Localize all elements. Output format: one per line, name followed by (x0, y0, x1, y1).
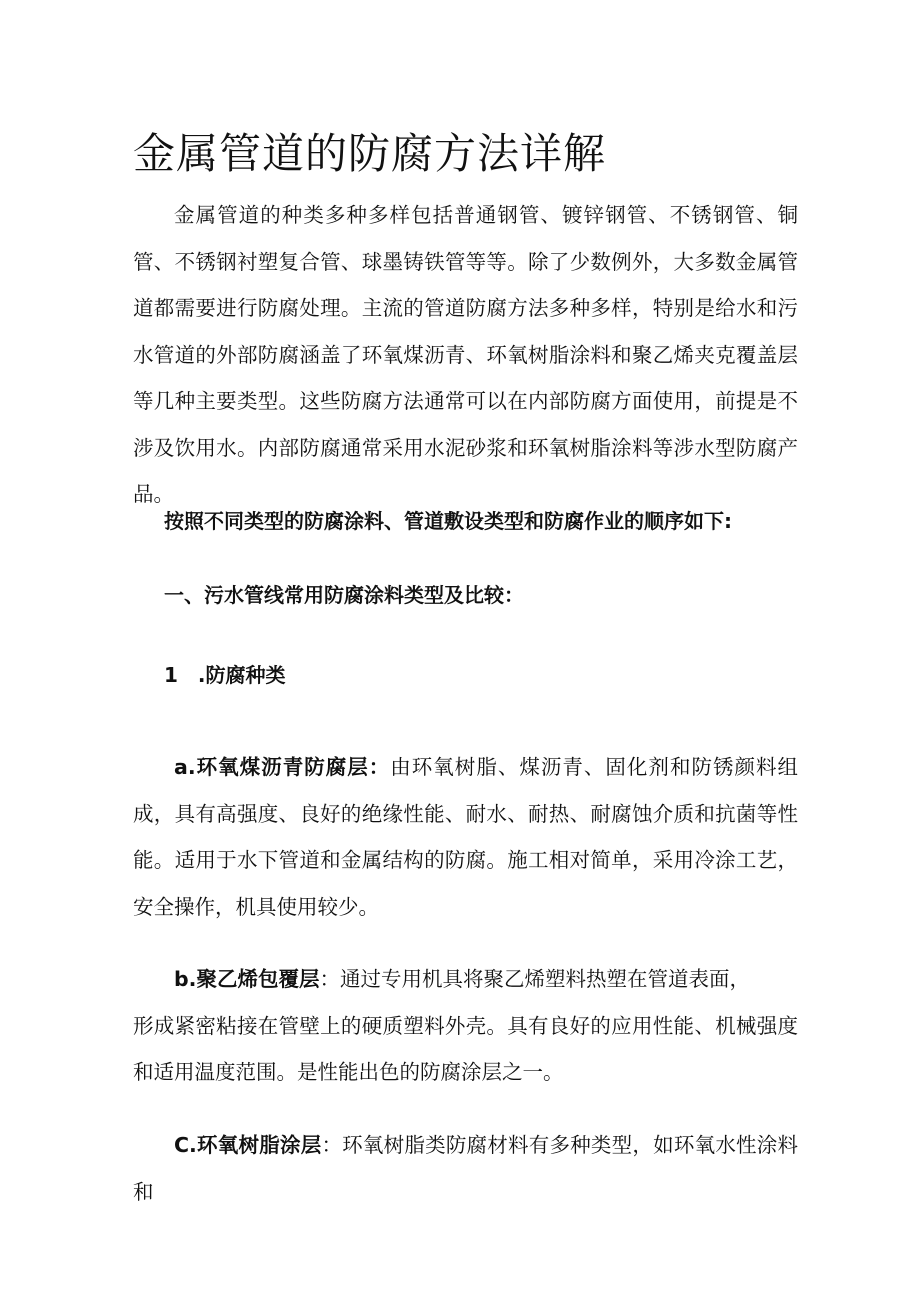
page-title: 金属管道的防腐方法详解 (133, 129, 607, 178)
item-c-text: ：环氧树脂类防腐材料有多种类型，如环氧水性涂料和 (133, 1133, 799, 1204)
item-a-text: 由环氧树脂、煤沥青、固化剂和防锈颜料组成，具有高强度、良好的绝缘性能、耐水、耐热、耐腐蚀介质和抗菌等性能。适用于水下管道和金属结构的防腐。施工相对简单，采用冷涂工艺，安全操作，机具使用较少。 (133, 755, 799, 919)
item-c-label: C.环氧树脂涂层 (174, 1133, 322, 1157)
section-heading: 一、污水管线常用防腐涂料类型及比较： (164, 583, 524, 607)
item-b-label: b.聚乙烯包覆层 (174, 967, 320, 991)
item-c-paragraph (133, 1122, 798, 1215)
item-a-label: a.环氧煤沥青防腐层： (174, 755, 391, 779)
order-heading: 按照不同类型的防腐涂料、管道敷设类型和防腐作业的顺序如下: (164, 509, 732, 533)
item-b-paragraph (133, 956, 798, 1096)
intro-paragraph: 金属管道的种类多种多样包括普通钢管、镀锌钢管、不锈钢管、铜管、不锈钢衬塑复合管、球墨铸铁管等等。除了少数例外，大多数金属管道都需要进行防腐处理。主流的管道防腐方法多种多样，特别是给水和污水管道的外部防腐涵盖了环氧煤沥青、环氧树脂涂料和聚乙烯夹克覆盖层等几种主要类型。这些防腐方法通常可以在内部防腐方面使用，前提是不涉及饮用水。内部防腐通常采用水泥砂浆和环氧树脂涂料等涉水型防腐产品。 (133, 203, 798, 506)
item-b-text-rest: 形成紧密粘接在管壁上的硬质塑料外壳。具有良好的应用性能、机械强度和适用温度范围。是性能出色的防腐涂层之一。 (133, 1013, 798, 1084)
item-b-text-line1: ：通过专用机具将聚乙烯塑料热塑在管道表面， (319, 967, 750, 991)
item-a-paragraph (133, 744, 798, 930)
subsection-heading: 1 .防腐种类 (164, 663, 286, 687)
